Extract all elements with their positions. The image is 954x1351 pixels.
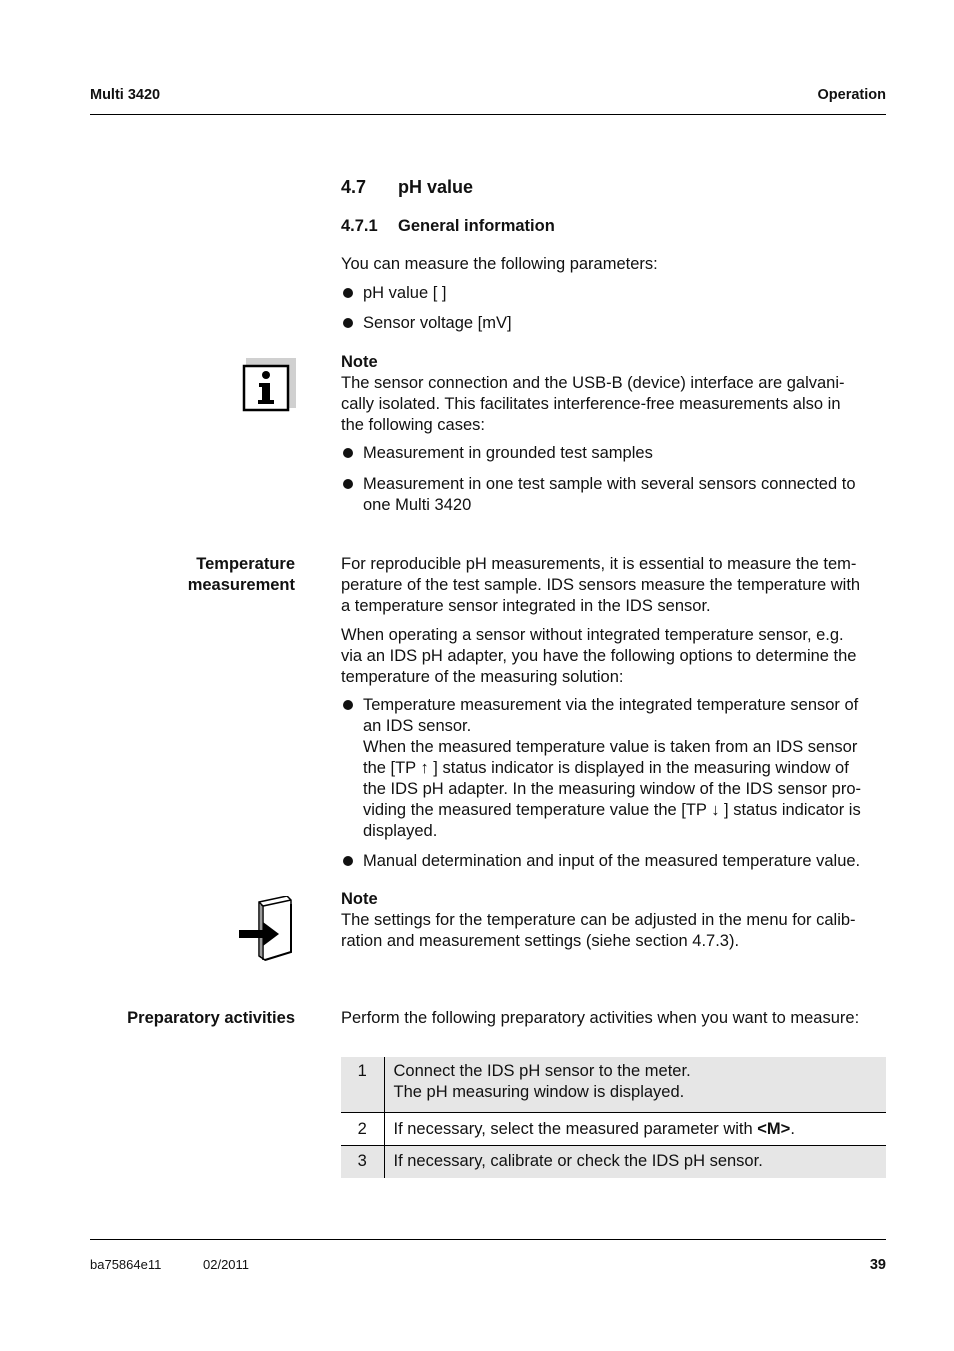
bullet-dot bbox=[343, 856, 353, 866]
step-number: 3 bbox=[341, 1145, 384, 1178]
step-number: 1 bbox=[341, 1057, 384, 1112]
table-row bbox=[341, 1145, 886, 1178]
bullet-dot bbox=[343, 700, 353, 710]
section-heading bbox=[341, 177, 473, 198]
bullet-dot bbox=[343, 479, 353, 489]
temperature-bullet-manual: Manual determination and input of the measured temperature value. bbox=[341, 851, 901, 872]
step-text: If necessary, calibrate or check the IDS pH sensor. bbox=[384, 1145, 886, 1178]
page-number: 39 bbox=[869, 1257, 886, 1273]
note1-bullet-grounded: Measurement in grounded test samples bbox=[341, 443, 887, 464]
info-icon bbox=[242, 358, 296, 412]
bullet-dot bbox=[343, 288, 353, 298]
footer-rule bbox=[90, 1239, 886, 1240]
footer-doc-id: ba75864e11 bbox=[90, 1257, 162, 1272]
note2-body: The settings for the temperature can be adjusted in the menu for calib- ration and measurement settings (siehe section 4.7.3). bbox=[341, 911, 856, 950]
note1-heading: Note bbox=[341, 353, 378, 371]
header-rule bbox=[90, 114, 886, 115]
step-number: 2 bbox=[341, 1112, 384, 1145]
side-label-temperature: Temperature measurement bbox=[187, 555, 295, 594]
subsection-title: General information bbox=[398, 217, 555, 235]
note1-bullet-several-sensors: Measurement in one test sample with several sensors connected to one Multi 3420 bbox=[341, 474, 887, 516]
table-row bbox=[341, 1057, 886, 1112]
step-text: Connect the IDS pH sensor to the meter. The pH measuring window is displayed. bbox=[384, 1057, 886, 1112]
step-text: If necessary, select the measured parameter with <M>. bbox=[384, 1112, 886, 1145]
header-title: Multi 3420 bbox=[90, 87, 161, 103]
temperature-para1: For reproducible pH measurements, it is essential to measure the tem- perature of the test sample. IDS sensors measure the temperature with a temperature sensor integrated in the IDS sensor. bbox=[341, 555, 861, 615]
temperature-bullet-integrated: Temperature measurement via the integrated temperature sensor of an IDS sensor. When the measured temperature value is taken from an IDS sensor the [TP ↑ ] status indicator is displayed in the measuring window of the IDS pH adapter. In the measuring window of the IDS sensor pro- viding the measured temperature value the [TP ↓ ] status indicator is displayed. bbox=[341, 695, 887, 842]
param-item-ph: pH value [ ] bbox=[341, 283, 887, 304]
note2-heading: Note bbox=[341, 890, 378, 908]
footer-date: 02/2011 bbox=[203, 1257, 250, 1272]
header-section: Operation bbox=[817, 87, 886, 103]
note1-body: The sensor connection and the USB-B (device) interface are galvani- cally isolated. This facilitates interference-free measurements also in the following cases: bbox=[341, 374, 845, 434]
bullet-dot bbox=[343, 318, 353, 328]
intro-text: You can measure the following parameters: bbox=[341, 255, 658, 273]
steps-table bbox=[341, 1057, 886, 1178]
side-label-preparatory: Preparatory activities bbox=[127, 1009, 295, 1027]
table-row bbox=[341, 1112, 886, 1145]
subsection-heading bbox=[341, 217, 555, 236]
key-label: <M> bbox=[757, 1119, 791, 1138]
preparatory-intro: Perform the following preparatory activities when you want to measure: bbox=[341, 1009, 860, 1027]
subsection-number: 4.7.1 bbox=[341, 217, 378, 235]
book-reference-icon bbox=[237, 896, 297, 962]
param-item-voltage: Sensor voltage [mV] bbox=[341, 313, 887, 334]
section-number: 4.7 bbox=[341, 177, 367, 197]
bullet-dot bbox=[343, 448, 353, 458]
temperature-para2: When operating a sensor without integrated temperature sensor, e.g. via an IDS pH adapter, you have the following options to determine the temperature of the measuring solution: bbox=[341, 626, 857, 686]
section-title: pH value bbox=[398, 177, 474, 197]
